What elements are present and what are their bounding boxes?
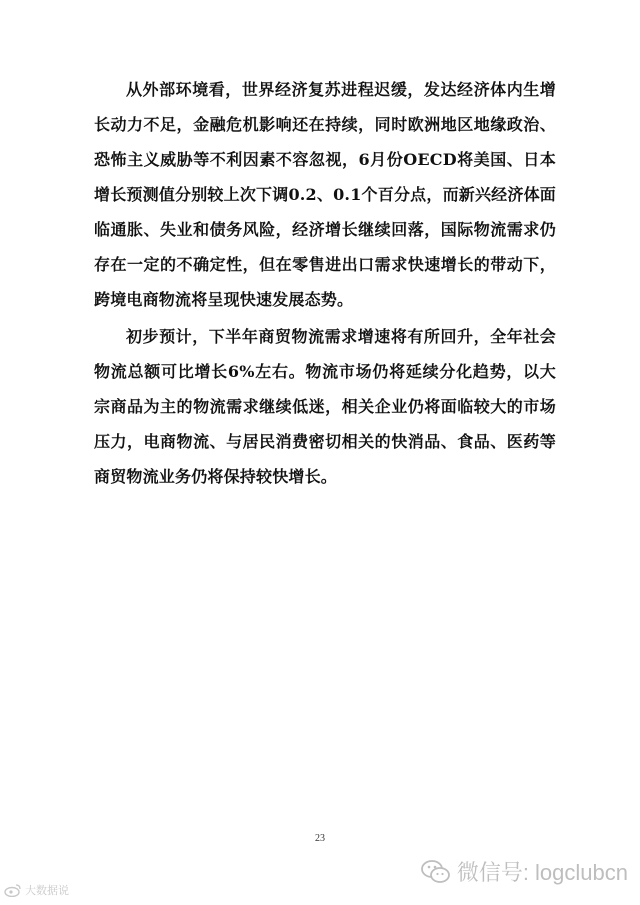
weibo-watermark: [4, 882, 69, 898]
weibo-icon: [4, 883, 22, 897]
wechat-id-text: 微信号: logclubcn: [456, 860, 628, 885]
paragraph-outlook-external: 从外部环境看，世界经济复苏进程迟缓，发达经济体内生增长动力不足，金融危机影响还在持续，同时欧洲地区地缘政治、恐怖主义威胁等不利因素不容忽视，6月份OECD将美国、日本增长预测值分别较上次下调0.2、0.1个百分点，而新兴经济体面临通胀、失业和债务风险，经济增长继续回落，国际物流需求仍存在一定的不确定性，但在零售进出口需求快速增长的带动下，跨境电商物流将呈现快速发展态势。: [94, 80, 556, 309]
wechat-icon: [421, 859, 451, 885]
body-text: [94, 72, 556, 494]
weibo-account-text: 大数据说: [25, 885, 69, 897]
wechat-watermark: [421, 856, 628, 887]
page-number: 23: [315, 833, 325, 844]
paragraph-outlook-forecast: 初步预计，下半年商贸物流需求增速将有所回升，全年社会物流总额可比增长6%左右。物流市场仍将延续分化趋势，以大宗商品为主的物流需求继续低迷，相关企业仍将面临较大的市场压力，电商物流、与居民消费密切相关的快消品、食品、医药等商贸物流业务仍将保持较快增长。: [94, 327, 556, 486]
